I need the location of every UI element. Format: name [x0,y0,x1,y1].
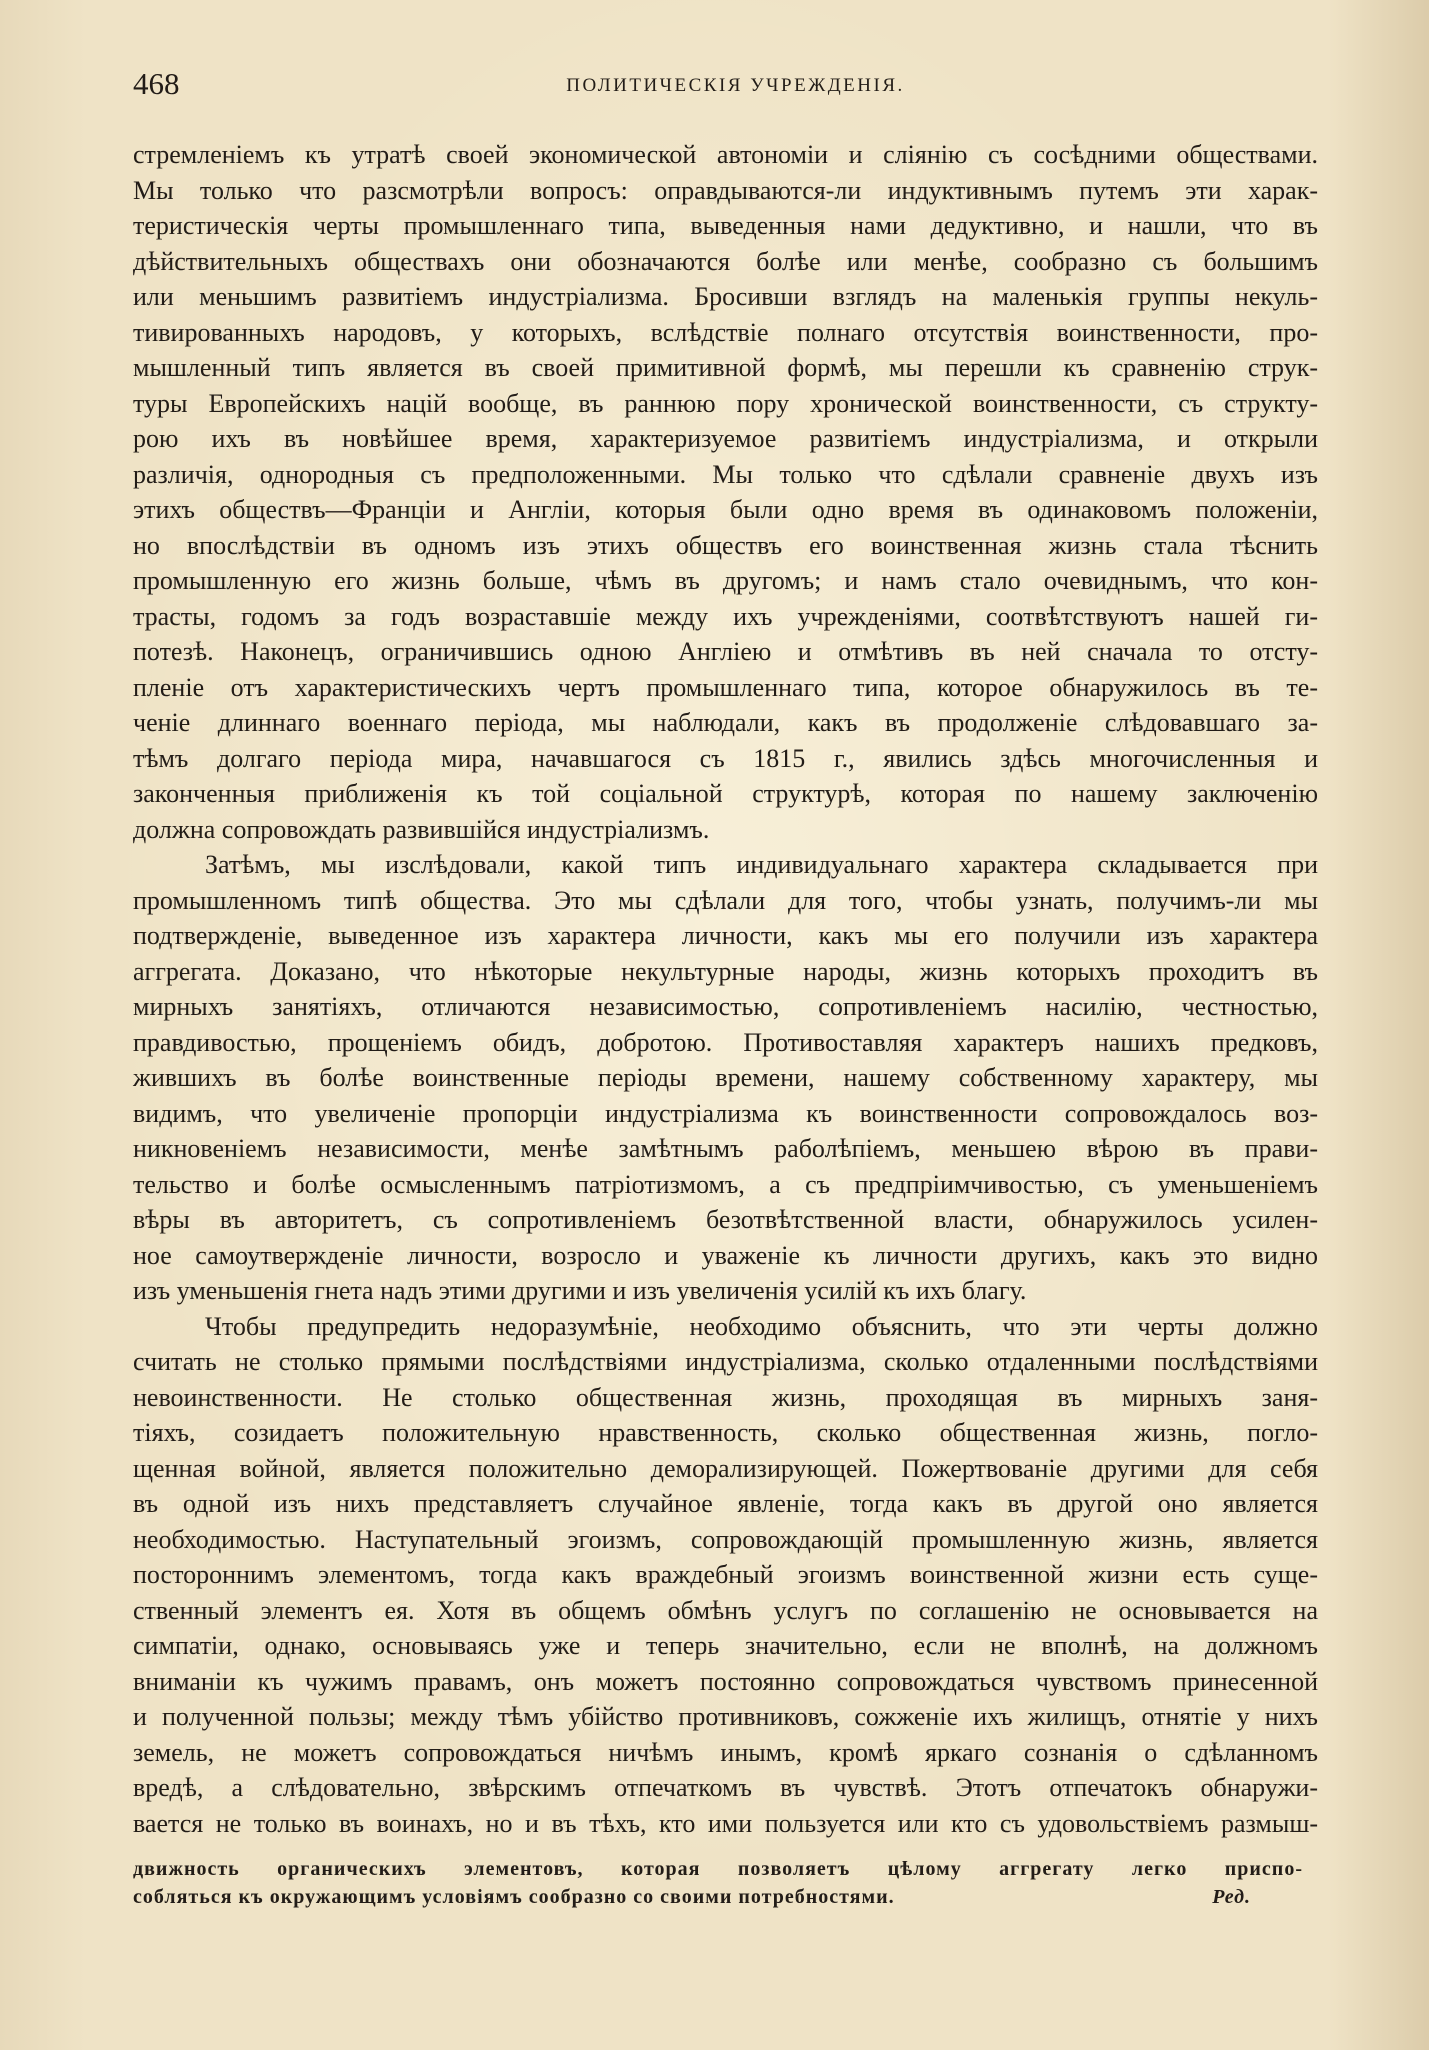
text-line: тѣмъ долгаго періода мира, начавшагося съ 1815 г., явились здѣсь многочисленныя и [133,743,1318,773]
text-line: Чтобы предупредить недоразумѣніе, необходимо объяснить, что эти черты должно [205,1311,1318,1341]
text-line: рою ихъ въ новѣйшее время, характеризуемое развитіемъ индустріализма, и открыли [133,424,1318,453]
text-line: тіяхъ, созидаетъ положительную нравственность, сколько общественная жизнь, погло- [133,1418,1318,1447]
text-line: правдивостью, прощеніемъ обидъ, добротою. Противоставляя характеръ нашихъ предковъ, [133,1027,1318,1057]
text-line: должна сопровождать развившійся индустріализмъ. [133,814,710,844]
running-title: ПОЛИТИЧЕСКІЯ УЧРЕЖДЕНІЯ. [566,75,905,96]
text-line: стремленіемъ къ утратѣ своей экономической автономіи и сліянію съ сосѣдними обществами. [133,140,1318,169]
text-line: симпатіи, однако, основываясь уже и теперь значительно, если не вполнѣ, на должномъ [133,1631,1318,1660]
text-line: ственный элементъ ея. Хотя въ общемъ обмѣнъ услугъ по соглашенію не основывается на [133,1595,1318,1625]
text-line: потезѣ. Наконецъ, ограничившись одною Англіею и отмѣтивъ въ ней сначала то отсту- [133,637,1318,666]
text-line: ченіе длиннаго военнаго періода, мы наблюдали, какъ въ продолженіе слѣдовавшаго за- [133,708,1318,737]
body-text [133,137,1318,1841]
text-line: тельство и болѣе осмысленнымъ патріотизмомъ, а съ предпріимчивостью, съ уменьшеніемъ [133,1169,1318,1199]
text-line: считать не столько прямыми послѣдствіями индустріализма, сколько отдаленными послѣдствіями [133,1347,1318,1376]
text-line: пленіе отъ характеристическихъ чертъ промышленнаго типа, которое обнаружилось въ те- [133,672,1318,702]
text-line: теристическія черты промышленнаго типа, выведенныя нами дедуктивно, и нашли, что въ [133,211,1318,240]
text-line: или меньшимъ развитіемъ индустріализма. Бросивши взглядъ на маленькія группы некуль- [133,282,1318,311]
page-header [133,62,1318,106]
text-line: жившихъ въ болѣе воинственные періоды времени, нашему собственному характеру, мы [133,1063,1318,1092]
text-line: изъ уменьшенія гнета надъ этими другими и изъ увеличенія усилій къ ихъ благу. [133,1276,1027,1305]
text-line: мирныхъ занятіяхъ, отличаются независимостью, сопротивленіемъ насилію, честностью, [133,992,1318,1021]
paragraph [133,847,1318,1309]
text-line: промышленномъ типѣ общества. Это мы сдѣлали для того, чтобы узнать, получимъ-ли мы [133,885,1318,915]
text-line: тивированныхъ народовъ, у которыхъ, вслѣдствіе полнаго отсутствія воинственности, про- [133,317,1318,347]
text-line: законченныя приближенія къ той соціальной структурѣ, которая по нашему заключенію [133,779,1318,808]
text-line: вается не только въ воинахъ, но и въ тѣхъ, кто ими пользуется или кто съ удовольствіемъ размыш- [133,1808,1318,1838]
text-line: Мы только что разсмотрѣли вопросъ: оправдываются-ли индуктивнымъ путемъ эти харак- [133,175,1318,205]
text-line: никновеніемъ независимости, менѣе замѣтнымъ раболѣпіемъ, меньшею вѣрою въ прави- [133,1134,1318,1163]
text-line: вѣры въ авторитетъ, съ сопротивленіемъ безотвѣтственной власти, обнаружилось усилен- [133,1205,1318,1234]
text-line: аггрегата. Доказано, что нѣкоторые некультурные народы, жизнь которыхъ проходитъ въ [133,956,1318,986]
text-line: невоинственности. Не столько общественная жизнь, проходящая въ мирныхъ заня- [133,1382,1318,1412]
text-line: постороннимъ элементомъ, тогда какъ враждебный эгоизмъ воинственной жизни есть суще- [133,1560,1318,1589]
text-line: ное самоутвержденіе личности, возросло и уваженіе къ личности другихъ, какъ это видно [133,1240,1318,1270]
text-line: промышленную его жизнь больше, чѣмъ въ другомъ; и намъ стало очевиднымъ, что кон- [133,566,1318,595]
text-line: трасты, годомъ за годъ возраставшіе между ихъ учрежденіями, соотвѣтствуютъ нашей ги- [133,601,1318,631]
text-line: щенная войной, является положительно деморализирующей. Пожертвованіе другими для себя [133,1453,1318,1483]
footnote-last-row [133,1883,1303,1911]
text-line: земель, не можетъ сопровождаться ничѣмъ инымъ, кромѣ яркаго сознанія о сдѣланномъ [133,1737,1318,1767]
text-line: подтвержденіе, выведенное изъ характера личности, какъ мы его получили изъ характера [133,921,1318,950]
text-line: необходимостью. Наступательный эгоизмъ, сопровождающій промышленную жизнь, является [133,1524,1318,1554]
footnote [133,1855,1303,1911]
footnote-line: собляться къ окружающимъ условіямъ сообразно со своими потребностями. [133,1886,895,1908]
paragraph [133,137,1318,847]
text-line: Затѣмъ, мы изслѣдовали, какой типъ индивидуальнаго характера складывается при [205,850,1318,879]
text-line: въ одной изъ нихъ представляетъ случайное явленіе, тогда какъ въ другой оно является [133,1489,1318,1518]
paragraph [133,1309,1318,1842]
text-line: но впослѣдствіи въ одномъ изъ этихъ обществъ его воинственная жизнь стала тѣснить [133,530,1318,560]
page-number: 468 [133,66,180,101]
footnote-line: движность органическихъ элементовъ, которая позволяетъ цѣлому аггрегату легко приспо- [133,1858,1303,1880]
text-line: различія, однородныя съ предположенными. Мы только что сдѣлали сравненіе двухъ изъ [133,459,1318,489]
text-line: мышленный типъ является въ своей примитивной формѣ, мы перешли къ сравненію струк- [133,353,1318,382]
text-line: туры Европейскихъ націй вообще, въ раннюю пору хронической воинственности, съ структу- [133,388,1318,418]
text-line: этихъ обществъ—Франціи и Англіи, которыя были одно время въ одинаковомъ положеніи, [133,495,1318,524]
text-line: дѣйствительныхъ обществахъ они обозначаются болѣе или менѣе, сообразно съ большимъ [133,246,1318,276]
text-line: вредѣ, а слѣдовательно, звѣрскимъ отпечаткомъ въ чувствѣ. Этотъ отпечатокъ обнаружи- [133,1773,1318,1802]
text-line: вниманіи къ чужимъ правамъ, онъ можетъ постоянно сопровождаться чувствомъ принесенной [133,1666,1318,1696]
editor-signature: Ред. [1212,1886,1251,1908]
text-line: и полученной пользы; между тѣмъ убійство противниковъ, сожженіе ихъ жилищъ, отнятіе у нихъ [133,1702,1318,1731]
text-line: видимъ, что увеличеніе пропорціи индустріализма къ воинственности сопровождалось воз- [133,1098,1318,1128]
